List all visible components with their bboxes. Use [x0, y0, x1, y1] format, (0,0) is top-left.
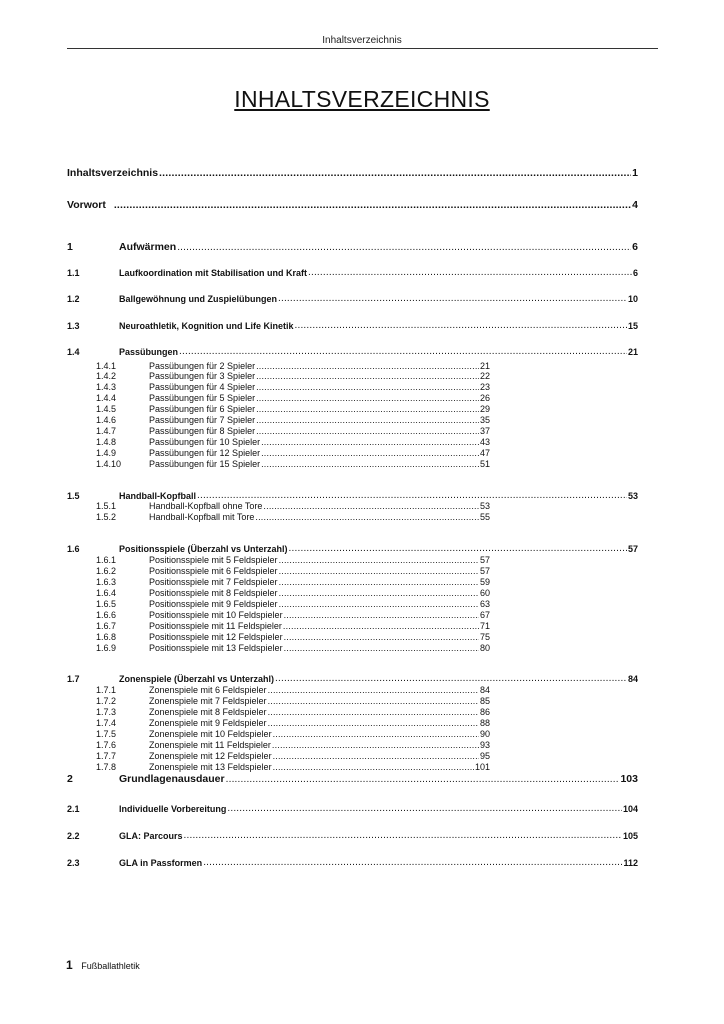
- toc-entry-number: 1.7.8: [96, 762, 117, 772]
- toc-entry-page: 43: [479, 437, 490, 447]
- toc-entry-label: Handball-Kopfball mit Tore: [149, 512, 255, 522]
- toc-entry-page: 53: [627, 491, 638, 501]
- toc-entry[interactable]: [96, 752, 490, 761]
- toc-dot-leader: [268, 697, 479, 706]
- toc-entry-page: 63: [479, 599, 490, 609]
- toc-entry[interactable]: [96, 686, 490, 695]
- toc-entry[interactable]: [96, 383, 490, 392]
- toc-dot-leader: [273, 752, 479, 761]
- toc-entry-page: 21: [479, 361, 490, 371]
- toc-dot-leader: [255, 513, 479, 522]
- toc-dot-leader: [284, 644, 479, 653]
- toc-entry-page: 104: [622, 804, 638, 814]
- toc-entry-page: 15: [627, 321, 638, 331]
- toc-entry-page: 21: [627, 347, 638, 357]
- toc-entry[interactable]: [96, 416, 490, 425]
- toc-entry-number: 1.5.2: [96, 512, 117, 522]
- toc-entry-number: 1.6: [67, 544, 80, 554]
- toc-entry-label: Individuelle Vorbereitung: [119, 804, 227, 814]
- toc-entry-page: 95: [479, 751, 490, 761]
- toc-entry[interactable]: [96, 730, 490, 739]
- toc-entry-number: 1.4.10: [96, 459, 122, 469]
- toc-entry-label: Zonenspiele mit 7 Feldspieler: [149, 696, 267, 706]
- toc-entry[interactable]: [67, 774, 638, 785]
- toc-entry-label: Handball-Kopfball: [119, 491, 196, 501]
- toc-dot-leader: [273, 763, 474, 772]
- toc-dot-leader: [268, 708, 479, 717]
- toc-entry-number: 1.4.7: [96, 426, 117, 436]
- toc-dot-leader: [272, 741, 479, 750]
- toc-dot-leader: [289, 544, 627, 554]
- toc-entry-label: Zonenspiele mit 6 Feldspieler: [149, 685, 267, 695]
- toc-entry-number: 2: [67, 773, 73, 785]
- toc-entry-number: 1.4.1: [96, 361, 117, 371]
- toc-dot-leader: [256, 383, 479, 392]
- toc-entry[interactable]: [96, 719, 490, 728]
- toc-dot-leader: [256, 394, 479, 403]
- toc-entry-page: 35: [479, 415, 490, 425]
- toc-entry[interactable]: [67, 268, 638, 278]
- toc-entry-number: 1.7.1: [96, 685, 117, 695]
- toc-entry-page: 6: [632, 268, 638, 278]
- toc-entry-label: Grundlagenausdauer: [119, 773, 225, 785]
- toc-entry-label: Zonenspiele mit 11 Feldspieler: [149, 740, 271, 750]
- toc-entry-number: 1.6.3: [96, 577, 117, 587]
- toc-dot-leader: [284, 633, 479, 642]
- toc-dot-leader: [179, 347, 627, 357]
- toc-dot-leader: [226, 775, 620, 785]
- toc-entry-label: Passübungen für 6 Spieler: [149, 404, 256, 414]
- toc-entry-label: Passübungen für 10 Spieler: [149, 437, 261, 447]
- toc-entry-label: Zonenspiele mit 13 Feldspieler: [149, 762, 272, 772]
- toc-entry-label: Positionsspiele mit 11 Feldspieler: [149, 621, 282, 631]
- toc-dot-leader: [227, 804, 622, 814]
- toc-entry-page: 71: [479, 621, 490, 631]
- toc-dot-leader: [177, 243, 631, 253]
- toc-entry-number: 1.4.6: [96, 415, 117, 425]
- page-title: INHALTSVERZEICHNIS: [234, 86, 490, 112]
- toc-entry-page: 93: [479, 740, 490, 750]
- toc-entry-number: 1.7.6: [96, 740, 117, 750]
- toc-entry-page: 26: [479, 393, 490, 403]
- toc-entry-label: Zonenspiele (Überzahl vs Unterzahl): [119, 674, 275, 684]
- toc-entry-page: 4: [632, 199, 638, 211]
- toc-dot-leader: [263, 502, 479, 511]
- toc-dot-leader: [256, 405, 479, 414]
- toc-entry-label: Vorwort: [67, 199, 106, 211]
- toc-entry[interactable]: [96, 502, 490, 511]
- footer-book-title: Fußballathletik: [81, 961, 140, 971]
- toc-entry-label: Positionsspiele mit 10 Feldspieler: [149, 610, 283, 620]
- toc-entry-page: 51: [479, 459, 490, 469]
- toc-dot-leader: [159, 168, 631, 179]
- toc-entry[interactable]: [67, 294, 638, 304]
- toc-entry-number: 1.4.2: [96, 371, 117, 381]
- toc-entry[interactable]: [96, 556, 490, 565]
- toc-entry-label: Positionsspiele mit 12 Feldspieler: [149, 632, 283, 642]
- toc-entry[interactable]: [96, 622, 490, 631]
- toc-entry-label: Positionsspiele mit 9 Feldspieler: [149, 599, 278, 609]
- toc-dot-leader: [261, 438, 479, 447]
- toc-entry-label: Passübungen für 3 Spieler: [149, 371, 256, 381]
- toc-dot-leader: [273, 730, 479, 739]
- toc-entry-label: Positionsspiele mit 13 Feldspieler: [149, 643, 283, 653]
- toc-dot-leader: [268, 686, 479, 695]
- toc-entry[interactable]: [96, 362, 490, 371]
- toc-entry[interactable]: [96, 578, 490, 587]
- toc-entry-page: 90: [479, 729, 490, 739]
- toc-entry[interactable]: [96, 513, 490, 522]
- toc-entry-label: Passübungen für 7 Spieler: [149, 415, 256, 425]
- toc-dot-leader: [279, 600, 479, 609]
- toc-entry-number: 1: [67, 241, 73, 253]
- toc-entry-page: 53: [479, 501, 490, 511]
- toc-dot-leader: [279, 589, 479, 598]
- toc-entry[interactable]: [96, 763, 490, 772]
- toc-entry-label: Positionsspiele mit 7 Feldspieler: [149, 577, 278, 587]
- toc-entry-page: 6: [632, 241, 638, 253]
- toc-entry-page: 84: [627, 674, 638, 684]
- toc-entry[interactable]: [67, 200, 638, 211]
- toc-entry-number: 1.5: [67, 491, 80, 501]
- toc-entry-label: Zonenspiele mit 10 Feldspieler: [149, 729, 272, 739]
- toc-entry-number: 1.4.3: [96, 382, 117, 392]
- toc-entry-number: 1.6.4: [96, 588, 117, 598]
- toc-entry-label: Positionsspiele mit 5 Feldspieler: [149, 555, 278, 565]
- toc-entry-number: 1.6.7: [96, 621, 117, 631]
- toc-entry-label: Positionsspiele (Überzahl vs Unterzahl): [119, 544, 288, 554]
- toc-dot-leader: [283, 622, 479, 631]
- toc-entry-label: GLA in Passformen: [119, 858, 203, 868]
- toc-entry-number: 1.4.4: [96, 393, 117, 403]
- toc-dot-leader: [261, 460, 479, 469]
- toc-dot-leader: [256, 362, 479, 371]
- toc-entry-number: 1.2: [67, 294, 80, 304]
- toc-entry-number: 1.7: [67, 674, 80, 684]
- toc-entry-label: Handball-Kopfball ohne Tore: [149, 501, 263, 511]
- toc-entry-page: 105: [622, 831, 638, 841]
- toc-entry-page: 22: [479, 371, 490, 381]
- toc-entry-page: 86: [479, 707, 490, 717]
- toc-dot-leader: [256, 372, 479, 381]
- toc-entry-page: 10: [627, 294, 638, 304]
- toc-entry[interactable]: [96, 438, 490, 447]
- toc-dot-leader: [278, 294, 627, 304]
- toc-entry-number: 1.6.8: [96, 632, 117, 642]
- toc-entry[interactable]: [67, 831, 638, 841]
- toc-entry-page: 57: [479, 566, 490, 576]
- toc-entry-number: 1.4.8: [96, 437, 117, 447]
- toc-entry-number: 2.3: [67, 858, 80, 868]
- toc-entry-label: Aufwärmen: [119, 241, 177, 253]
- page-footer: [66, 958, 140, 972]
- toc-dot-leader: [261, 449, 479, 458]
- toc-entry-page: 1: [632, 167, 638, 179]
- toc-entry-number: 1.6.5: [96, 599, 117, 609]
- toc-entry-number: 1.4: [67, 347, 80, 357]
- toc-entry-number: 1.7.3: [96, 707, 117, 717]
- toc-entry-label: Neuroathletik, Kognition und Life Kinetik: [119, 321, 294, 331]
- toc-dot-leader: [279, 567, 479, 576]
- toc-entry-label: Positionsspiele mit 8 Feldspieler: [149, 588, 278, 598]
- toc-entry[interactable]: [96, 372, 490, 381]
- toc-entry-label: Passübungen für 8 Spieler: [149, 426, 256, 436]
- toc-entry-page: 103: [620, 773, 638, 785]
- toc-entry[interactable]: [96, 611, 490, 620]
- toc-entry-page: 29: [479, 404, 490, 414]
- toc-entry-number: 1.7.7: [96, 751, 117, 761]
- toc-entry[interactable]: [67, 674, 638, 684]
- toc-entry-number: 1.6.2: [96, 566, 117, 576]
- toc-entry-label: Inhaltsverzeichnis: [67, 167, 159, 179]
- toc-entry[interactable]: [96, 589, 490, 598]
- toc-entry[interactable]: [96, 405, 490, 414]
- toc-entry-page: 84: [479, 685, 490, 695]
- toc-entry[interactable]: [96, 633, 490, 642]
- toc-dot-leader: [184, 831, 622, 841]
- toc-entry[interactable]: [96, 460, 490, 469]
- toc-entry[interactable]: [96, 708, 490, 717]
- toc-entry-page: 85: [479, 696, 490, 706]
- toc-entry-number: 1.6.6: [96, 610, 117, 620]
- toc-entry[interactable]: [67, 544, 638, 554]
- toc-entry-page: 67: [479, 610, 490, 620]
- toc-entry-page: 101: [474, 762, 490, 772]
- toc-entry-number: 1.6.1: [96, 555, 117, 565]
- toc-entry[interactable]: [67, 491, 638, 501]
- toc-entry[interactable]: [67, 347, 638, 357]
- toc-entry[interactable]: [96, 567, 490, 576]
- toc-entry-page: 57: [479, 555, 490, 565]
- toc-entry-page: 59: [479, 577, 490, 587]
- toc-entry-number: 1.4.9: [96, 448, 117, 458]
- toc-entry-label: Passübungen für 2 Spieler: [149, 361, 256, 371]
- toc-entry-page: 55: [479, 512, 490, 522]
- toc-entry-page: 37: [479, 426, 490, 436]
- toc-entry-page: 80: [479, 643, 490, 653]
- toc-dot-leader: [197, 491, 627, 501]
- toc-dot-leader: [275, 674, 627, 684]
- footer-page-number: 1: [66, 958, 73, 972]
- toc-entry[interactable]: [96, 449, 490, 458]
- toc-dot-leader: [279, 578, 479, 587]
- toc-entry[interactable]: [96, 394, 490, 403]
- toc-entry-label: Passübungen für 5 Spieler: [149, 393, 256, 403]
- toc-entry-number: 1.1: [67, 268, 80, 278]
- toc-dot-leader: [295, 321, 627, 331]
- toc-dot-leader: [256, 427, 479, 436]
- toc-dot-leader: [203, 858, 622, 868]
- toc-entry-page: 47: [479, 448, 490, 458]
- toc-entry[interactable]: [67, 168, 638, 179]
- toc-entry[interactable]: [67, 804, 638, 814]
- toc-dot-leader: [284, 611, 479, 620]
- toc-entry-label: Zonenspiele mit 9 Feldspieler: [149, 718, 267, 728]
- toc-entry-page: 57: [627, 544, 638, 554]
- toc-entry-label: GLA: Parcours: [119, 831, 183, 841]
- toc-entry-page: 23: [479, 382, 490, 392]
- toc-dot-leader: [256, 416, 479, 425]
- toc-entry-number: 1.7.2: [96, 696, 117, 706]
- toc-entry-number: 2.2: [67, 831, 80, 841]
- toc-entry[interactable]: [67, 321, 638, 331]
- toc-dot-leader: [308, 268, 632, 278]
- toc-entry[interactable]: [67, 242, 638, 253]
- toc-entry-label: Positionsspiele mit 6 Feldspieler: [149, 566, 278, 576]
- toc-entry-label: Laufkoordination mit Stabilisation und Kraft: [119, 268, 307, 278]
- toc-entry-number: 1.7.4: [96, 718, 117, 728]
- toc-entry-label: Passübungen für 12 Spieler: [149, 448, 261, 458]
- toc-entry-number: 1.4.5: [96, 404, 117, 414]
- toc-entry-number: 1.6.9: [96, 643, 117, 653]
- toc-entry-number: 1.5.1: [96, 501, 117, 511]
- toc-entry-label: Zonenspiele mit 12 Feldspieler: [149, 751, 272, 761]
- toc-entry[interactable]: [96, 741, 490, 750]
- toc-entry-number: 2.1: [67, 804, 80, 814]
- toc-entry-label: Passübungen für 15 Spieler: [149, 459, 261, 469]
- toc-entry-page: 60: [479, 588, 490, 598]
- running-header: Inhaltsverzeichnis: [322, 35, 402, 46]
- toc-entry-label: Ballgewöhnung und Zuspielübungen: [119, 294, 277, 304]
- toc-entry[interactable]: [96, 697, 490, 706]
- toc-entry[interactable]: [96, 427, 490, 436]
- toc-entry-page: 88: [479, 718, 490, 728]
- toc-dot-leader: [279, 556, 479, 565]
- toc-entry-label: Passübungen für 4 Spieler: [149, 382, 256, 392]
- toc-entry[interactable]: [67, 858, 638, 868]
- toc-entry-page: 112: [623, 858, 638, 868]
- toc-entry-number: 1.3: [67, 321, 80, 331]
- toc-entry-label: Zonenspiele mit 8 Feldspieler: [149, 707, 267, 717]
- toc-dot-leader: [114, 200, 631, 211]
- toc-entry-number: 1.7.5: [96, 729, 117, 739]
- toc-entry[interactable]: [96, 600, 490, 609]
- toc-entry-page: 75: [479, 632, 490, 642]
- toc-entry-label: Passübungen: [119, 347, 179, 357]
- toc-dot-leader: [268, 719, 479, 728]
- toc-entry[interactable]: [96, 644, 490, 653]
